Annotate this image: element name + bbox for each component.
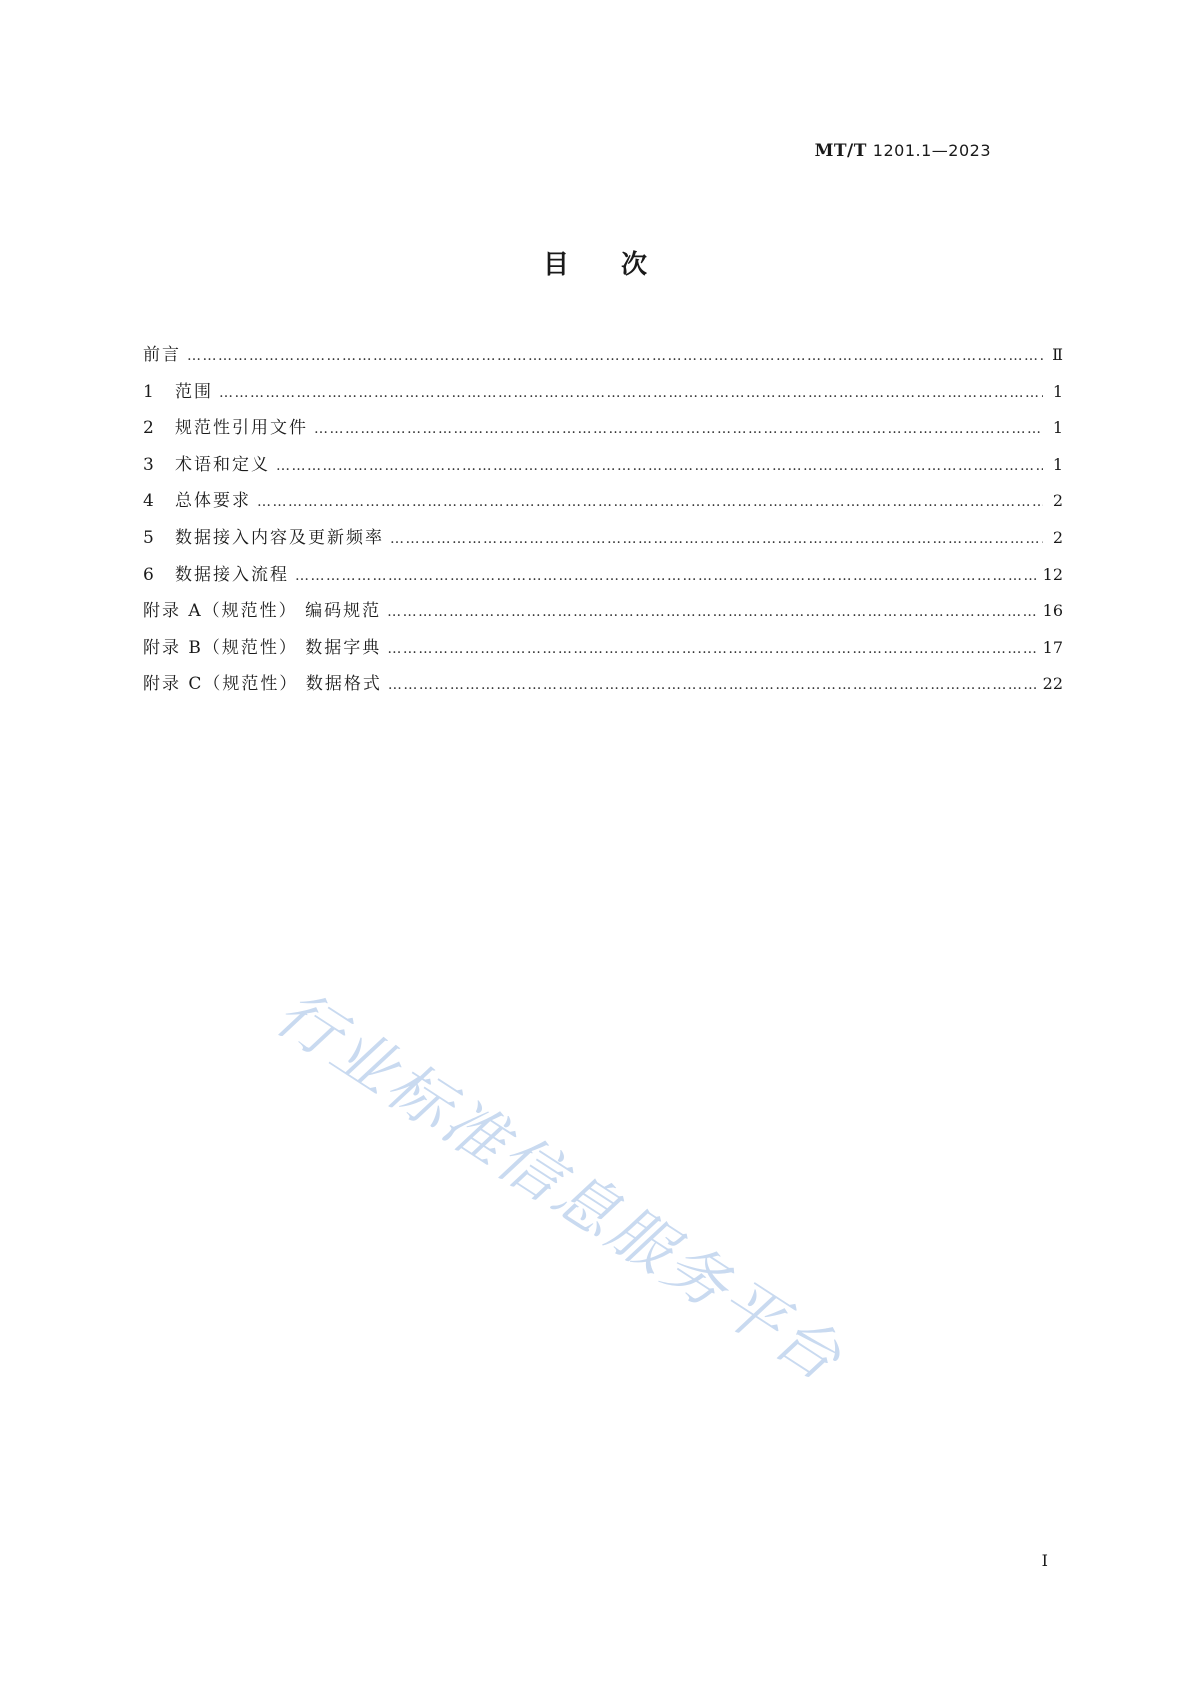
toc-number: 5 — [143, 527, 154, 548]
toc-number: 4 — [143, 491, 154, 512]
toc-leader — [219, 385, 1043, 401]
toc-page: 1 — [1052, 454, 1063, 474]
toc-item-data-process[interactable] — [143, 560, 1063, 597]
toc-page: 17 — [1042, 637, 1063, 657]
toc-leader — [187, 348, 1043, 364]
toc-label: 术语和定义 — [175, 454, 270, 475]
toc-item-foreword[interactable] — [143, 340, 1063, 377]
page-title: 目次 — [542, 250, 699, 280]
toc-page: 12 — [1042, 564, 1063, 584]
toc-item-general-requirements[interactable] — [143, 486, 1063, 523]
toc-label: 总体要求 — [175, 491, 251, 512]
toc-label: 数据接入流程 — [175, 564, 289, 585]
standard-number: 1201.1—2023 — [872, 141, 991, 160]
toc-page: 2 — [1052, 491, 1063, 511]
toc-leader — [276, 458, 1043, 474]
page-number: I — [1041, 1551, 1048, 1570]
toc-leader — [390, 531, 1043, 547]
watermark: 行业标准信息服务平台 — [263, 975, 857, 1397]
toc-page: 1 — [1052, 381, 1063, 401]
toc-leader — [295, 568, 1037, 584]
toc-page: 16 — [1042, 601, 1063, 621]
toc-label: 附录 C（规范性） 数据格式 — [143, 674, 382, 695]
toc-page: 2 — [1052, 527, 1063, 547]
toc-label: 规范性引用文件 — [175, 418, 308, 439]
toc-page: Ⅱ — [1052, 345, 1063, 364]
toc-label: 前言 — [143, 345, 181, 365]
toc-number: 6 — [143, 564, 154, 585]
toc-leader — [387, 641, 1036, 657]
toc-label: 附录 A（规范性） 编码规范 — [143, 601, 382, 622]
toc-page: 22 — [1042, 674, 1063, 694]
toc-item-appendix-c[interactable] — [143, 669, 1063, 706]
toc-item-scope[interactable] — [143, 377, 1063, 414]
toc-item-appendix-b[interactable] — [143, 633, 1063, 670]
toc-item-data-content[interactable] — [143, 523, 1063, 560]
toc-number: 2 — [143, 418, 154, 439]
toc-item-appendix-a[interactable] — [143, 596, 1063, 633]
toc-number: 3 — [143, 454, 154, 475]
toc-leader — [388, 677, 1037, 693]
toc-leader — [314, 421, 1043, 437]
toc-label: 数据接入内容及更新频率 — [175, 527, 384, 548]
toc-label: 范围 — [175, 381, 213, 402]
toc-page: 1 — [1052, 418, 1063, 438]
toc-leader — [257, 494, 1043, 510]
standard-prefix: MT/T — [814, 141, 867, 161]
toc-item-normative-references[interactable] — [143, 413, 1063, 450]
toc-leader — [387, 604, 1037, 620]
toc-label: 附录 B（规范性） 数据字典 — [143, 637, 382, 658]
table-of-contents — [143, 340, 1063, 706]
toc-item-terms[interactable] — [143, 450, 1063, 487]
toc-number: 1 — [143, 381, 154, 402]
standard-code — [815, 141, 991, 161]
